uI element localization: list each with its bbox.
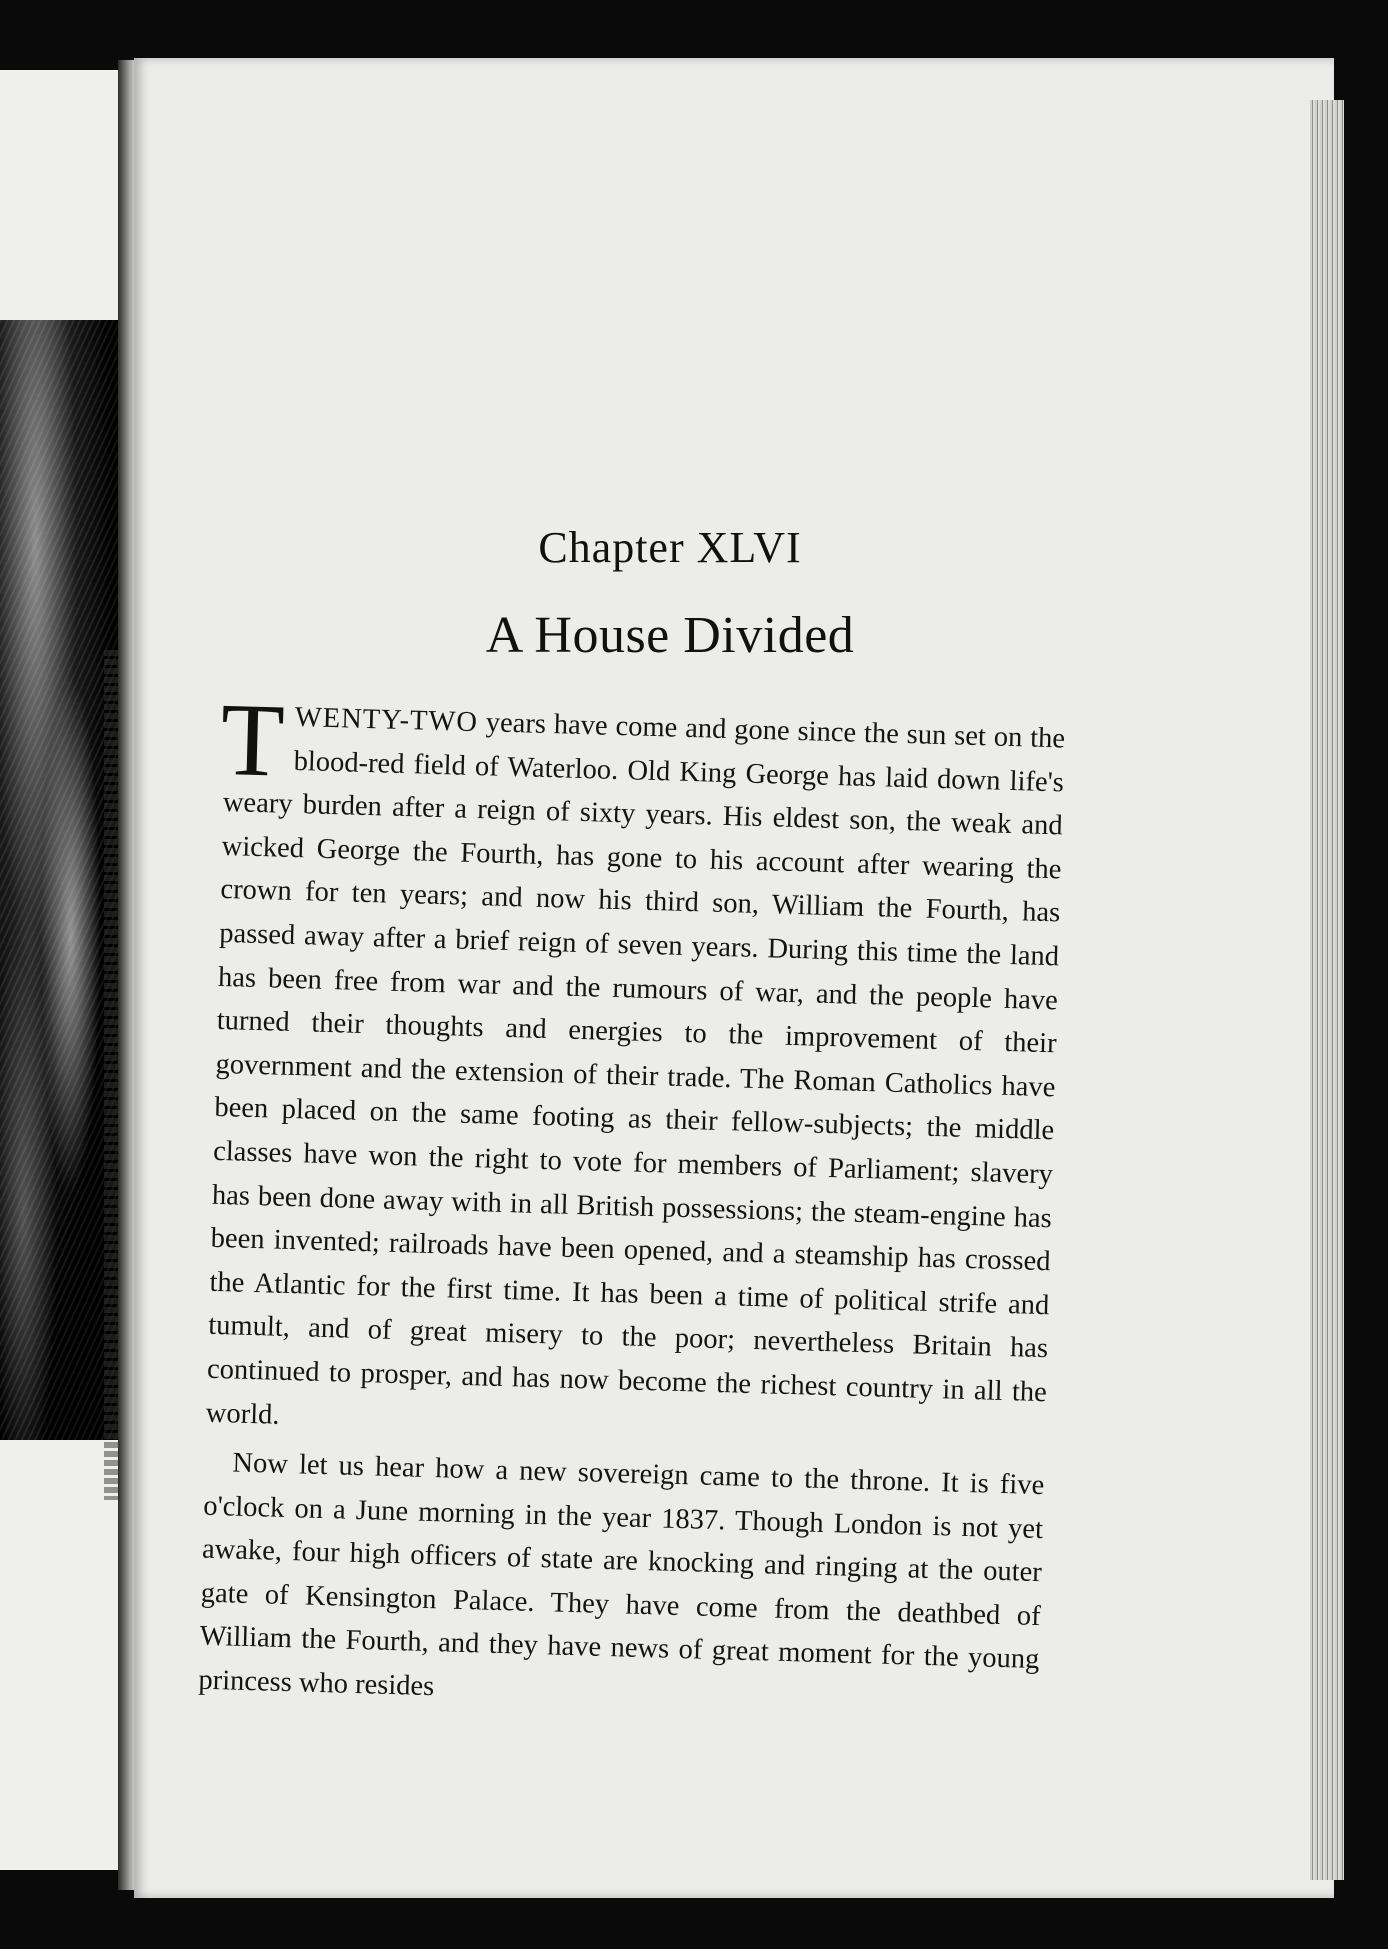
paragraph-first-text: years have come and gone since the sun set on the blood-red field of Waterloo. Old King George has laid down life's weary burden after a reign of sixty years. His eldest son, the weak and wicked George the Fourth, has gone to his account after wearing the crown for ten years; and now his third son, William the Fourth, has passed away after a brief reign of seven years. During this time the land has been free from war and the rumours of war, and the people have turned their thoughts and energies to the improvement of their government and the extension of their trade. The Roman Catholics have been placed on the same footing as their fellow-subjects; the middle classes have won the right to vote for members of Parliament; slavery has been done away with in all British possessions; the steam-engine has been invented; railroads have been opened, and a steamship has crossed the Atlantic for the first time. It has been a time of political strife and tumult, and of great misery to the poor; nevertheless Britain has continued to prosper, and has now become the richest country in all the world. [205, 707, 1066, 1431]
chapter-number: Chapter XLVI [538, 523, 802, 572]
drop-cap: T [219, 681, 286, 799]
chapter-title: A House Divided [485, 607, 855, 664]
paragraph-second: Now let us hear how a new sovereign came to the throne. It is five o'clock on a June morning in the year 1837. Though London is not yet awake, four high officers of state are knocking and ringing at the outer gate of Kensington Palace. They have come from the deathbed of William the Fourth, and they have news of great moment for the young princess who resides [198, 1447, 1045, 1703]
facing-page-caption-strip [104, 650, 118, 1500]
facing-page-illustration [0, 320, 118, 1440]
facing-page [0, 70, 125, 1870]
page-edges [1310, 100, 1344, 1880]
paragraph-first [205, 681, 1066, 1458]
chapter-body [198, 681, 1066, 1726]
lead-caps: WENTY-TWO [294, 701, 479, 739]
